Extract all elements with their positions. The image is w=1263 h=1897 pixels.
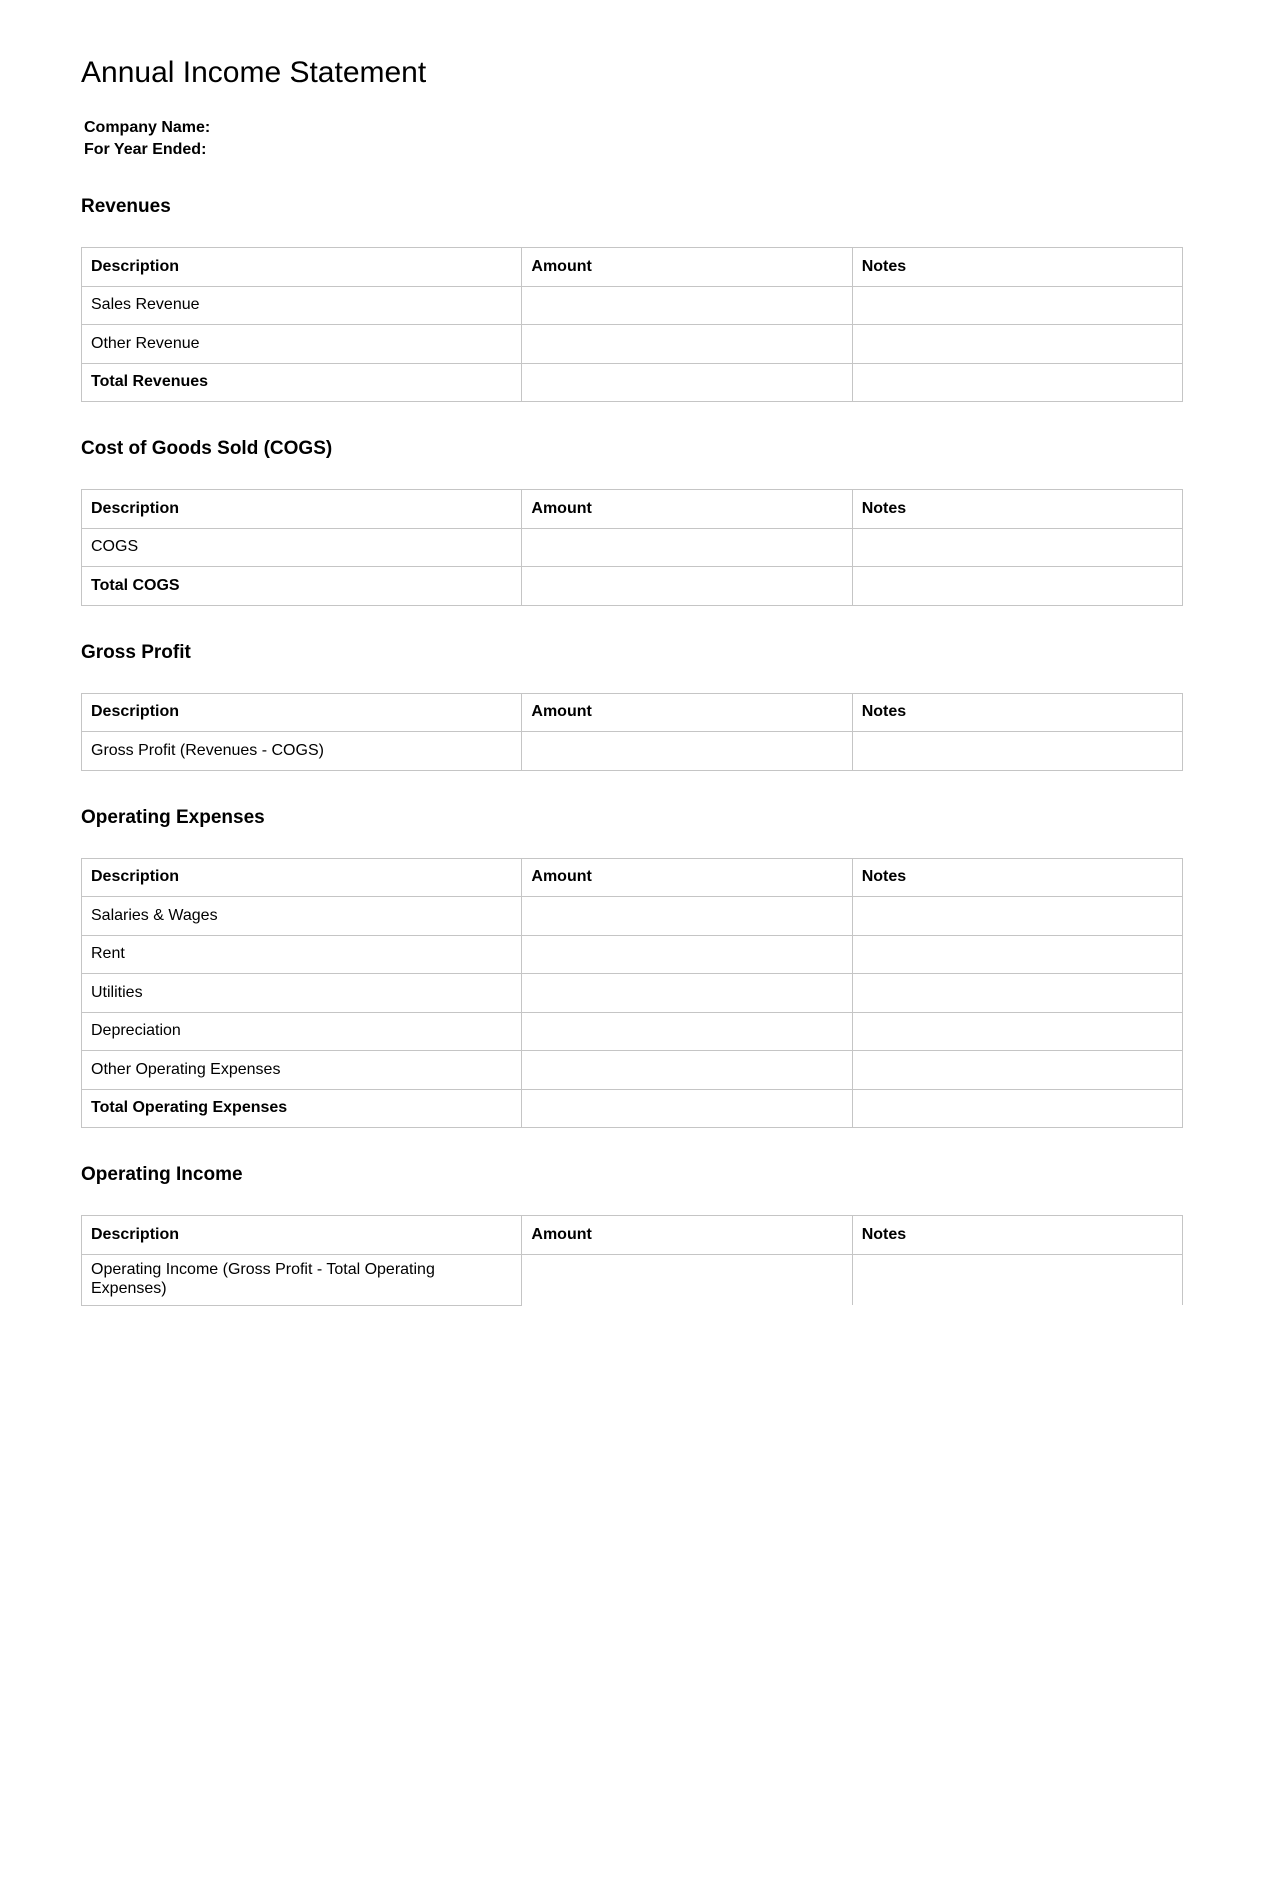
section-heading-revenues: Revenues bbox=[81, 196, 171, 217]
cell-amount bbox=[522, 528, 852, 567]
cell-amount bbox=[522, 325, 852, 364]
table-header-row bbox=[82, 858, 1183, 897]
table-row-total bbox=[82, 1089, 1183, 1128]
gross-profit-table bbox=[81, 693, 1183, 771]
cell-notes bbox=[852, 974, 1182, 1013]
cell-notes bbox=[852, 286, 1182, 325]
table-row bbox=[82, 286, 1183, 325]
column-header-notes: Notes bbox=[852, 490, 1182, 529]
table-row bbox=[82, 897, 1183, 936]
column-header-description: Description bbox=[82, 858, 522, 897]
cogs-table bbox=[81, 489, 1183, 606]
cell-description: Other Operating Expenses bbox=[82, 1051, 522, 1090]
table-row bbox=[82, 528, 1183, 567]
column-header-amount: Amount bbox=[522, 490, 852, 529]
table-row-total bbox=[82, 567, 1183, 606]
revenues-table bbox=[81, 247, 1183, 402]
column-header-description: Description bbox=[82, 693, 522, 732]
cell-amount bbox=[522, 732, 852, 771]
cell-amount bbox=[522, 1089, 852, 1128]
table-row bbox=[82, 1254, 1183, 1305]
cell-amount bbox=[522, 286, 852, 325]
section-heading-cogs: Cost of Goods Sold (COGS) bbox=[81, 438, 333, 459]
cell-amount bbox=[522, 1051, 852, 1090]
column-header-notes: Notes bbox=[852, 1216, 1182, 1255]
column-header-description: Description bbox=[82, 248, 522, 287]
cell-notes bbox=[852, 1051, 1182, 1090]
column-header-notes: Notes bbox=[852, 858, 1182, 897]
table-row-total bbox=[82, 363, 1183, 402]
column-header-amount: Amount bbox=[522, 858, 852, 897]
cell-notes bbox=[852, 1012, 1182, 1051]
cell-description: Rent bbox=[82, 935, 522, 974]
section-heading-operating-expenses: Operating Expenses bbox=[81, 806, 265, 828]
table-header-row bbox=[82, 693, 1183, 732]
section-heading-gross-profit: Gross Profit bbox=[81, 641, 191, 663]
cell-amount bbox=[522, 974, 852, 1013]
column-header-amount: Amount bbox=[522, 248, 852, 287]
cell-notes bbox=[852, 528, 1182, 567]
cell-description: Salaries & Wages bbox=[82, 897, 522, 936]
column-header-notes: Notes bbox=[852, 693, 1182, 732]
cell-description: Operating Income (Gross Profit - Total Operating Expenses) bbox=[82, 1254, 522, 1305]
table-row bbox=[82, 325, 1183, 364]
cell-description: Total Revenues bbox=[82, 363, 522, 402]
column-header-description: Description bbox=[82, 490, 522, 529]
company-info-block bbox=[84, 117, 1183, 160]
cell-notes bbox=[852, 1089, 1182, 1128]
column-header-notes: Notes bbox=[852, 248, 1182, 287]
cell-description: COGS bbox=[82, 528, 522, 567]
column-header-amount: Amount bbox=[522, 693, 852, 732]
cell-description: Depreciation bbox=[82, 1012, 522, 1051]
year-ended-label: For Year Ended: bbox=[84, 140, 207, 158]
page-title: Annual Income Statement bbox=[81, 56, 427, 89]
cell-amount bbox=[522, 1012, 852, 1051]
column-header-amount: Amount bbox=[522, 1216, 852, 1255]
operating-income-table bbox=[81, 1215, 1183, 1306]
company-name-label: Company Name: bbox=[84, 119, 211, 136]
cell-notes bbox=[852, 363, 1182, 402]
cell-amount bbox=[522, 935, 852, 974]
cell-amount bbox=[522, 363, 852, 402]
section-heading-operating-income: Operating Income bbox=[81, 1164, 243, 1185]
operating-expenses-table bbox=[81, 858, 1183, 1129]
cell-notes bbox=[852, 1254, 1182, 1305]
table-row bbox=[82, 974, 1183, 1013]
cell-description: Other Revenue bbox=[82, 325, 522, 364]
table-header-row bbox=[82, 248, 1183, 287]
table-header-row bbox=[82, 1216, 1183, 1255]
cell-notes bbox=[852, 935, 1182, 974]
table-row bbox=[82, 935, 1183, 974]
cell-amount bbox=[522, 897, 852, 936]
cell-amount bbox=[522, 1254, 852, 1305]
table-row bbox=[82, 1051, 1183, 1090]
cell-amount bbox=[522, 567, 852, 606]
cell-notes bbox=[852, 567, 1182, 606]
cell-description: Utilities bbox=[82, 974, 522, 1013]
table-row bbox=[82, 1012, 1183, 1051]
cell-notes bbox=[852, 897, 1182, 936]
cell-description: Total COGS bbox=[82, 567, 522, 606]
cell-description: Total Operating Expenses bbox=[82, 1089, 522, 1128]
table-row bbox=[82, 732, 1183, 771]
cell-notes bbox=[852, 325, 1182, 364]
cell-notes bbox=[852, 732, 1182, 771]
cell-description: Sales Revenue bbox=[82, 286, 522, 325]
table-header-row bbox=[82, 490, 1183, 529]
column-header-description: Description bbox=[82, 1216, 522, 1255]
cell-description: Gross Profit (Revenues - COGS) bbox=[82, 732, 522, 771]
